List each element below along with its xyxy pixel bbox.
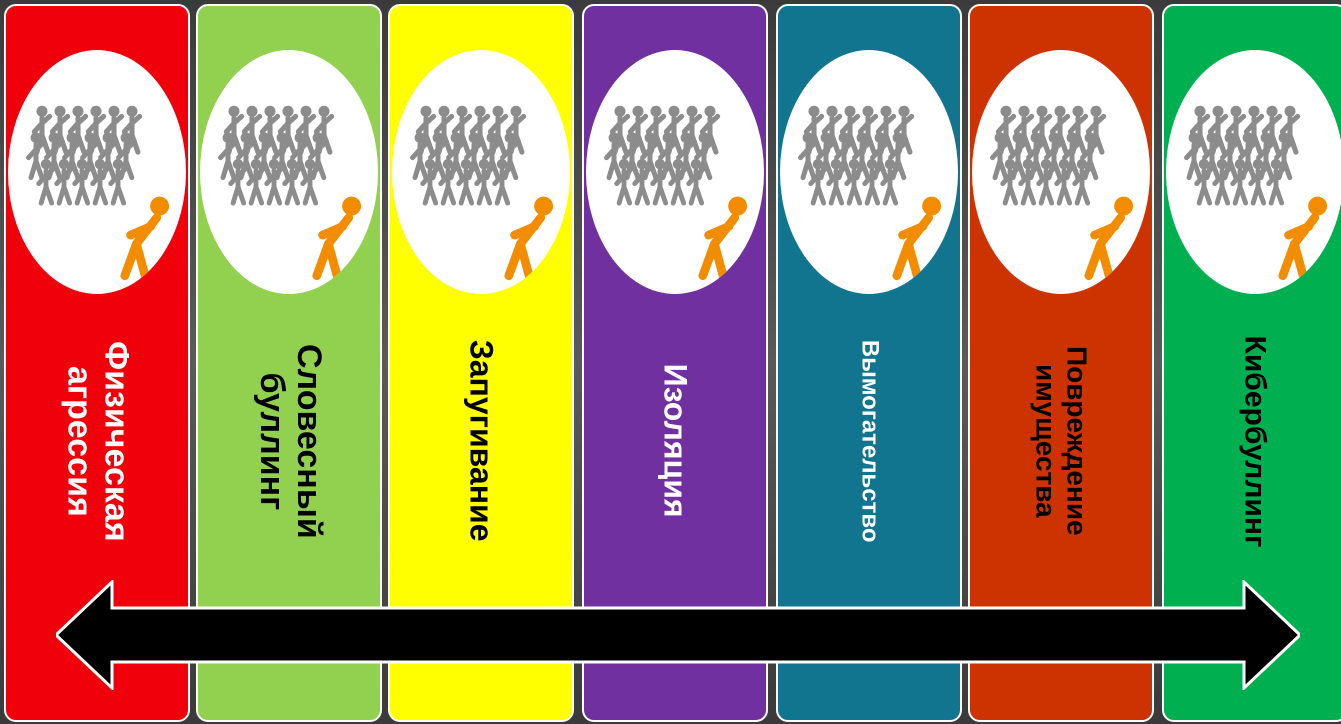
crowd-art-svg xyxy=(972,50,1150,294)
crowd-vs-lone-figure-icon xyxy=(8,50,186,294)
crowd-vs-lone-figure-icon xyxy=(972,50,1150,294)
double-headed-arrow-icon xyxy=(56,580,1300,690)
crowd-art-svg xyxy=(8,50,186,294)
crowd-vs-lone-figure-icon xyxy=(392,50,570,294)
crowd-vs-lone-figure-icon xyxy=(1166,50,1341,294)
column-label: Изоляция xyxy=(657,364,694,518)
crowd-vs-lone-figure-icon xyxy=(586,50,764,294)
column-label: Физическая агрессия xyxy=(60,340,136,542)
crowd-art-svg xyxy=(780,50,958,294)
crowd-art-svg xyxy=(392,50,570,294)
arrow-shape xyxy=(56,582,1300,688)
column-label: Повреждение имущества xyxy=(1031,346,1093,536)
column-label: Запугивание xyxy=(463,340,500,542)
column-label: Словесный буллинг xyxy=(252,343,328,539)
crowd-art-svg xyxy=(200,50,378,294)
crowd-art-svg xyxy=(1166,50,1341,294)
column-label: Кибербуллинг xyxy=(1238,335,1272,547)
column-label: Вымогательство xyxy=(856,339,884,543)
crowd-vs-lone-figure-icon xyxy=(200,50,378,294)
crowd-art-svg xyxy=(586,50,764,294)
crowd-vs-lone-figure-icon xyxy=(780,50,958,294)
